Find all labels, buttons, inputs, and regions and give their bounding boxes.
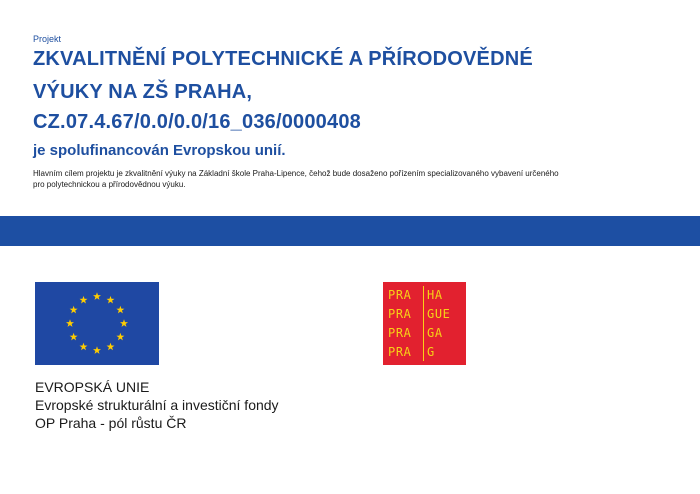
prague-left-1: PRA [388, 288, 412, 302]
cofinancing-statement: je spolufinancován Evropskou unií. [33, 142, 286, 159]
prague-right-2: GUE [427, 307, 451, 321]
eu-flag-icon [35, 282, 159, 365]
prague-left-column [388, 286, 411, 362]
prague-left-3: PRA [388, 326, 412, 340]
blue-band [0, 216, 700, 246]
eu-text-line-1: EVROPSKÁ UNIE [35, 379, 150, 395]
prague-right-column [427, 286, 450, 362]
project-title-line-2: VÝUKY NA ZŠ PRAHA, [33, 81, 253, 103]
description-line-2: pro polytechnickou a přírodovědnou výuku. [33, 180, 186, 189]
prague-left-4: PRA [388, 345, 412, 359]
project-code: CZ.07.4.67/0.0/0.0/16_036/0000408 [33, 111, 361, 133]
prague-logo [383, 282, 466, 365]
eu-text-line-3: OP Praha - pól růstu ČR [35, 415, 187, 431]
eu-text-block [35, 378, 279, 432]
project-description [33, 168, 673, 190]
prague-left-2: PRA [388, 307, 412, 321]
project-title-line-1: ZKVALITNĚNÍ POLYTECHNICKÉ A PŘÍRODOVĚDNÉ [33, 48, 533, 70]
description-line-1: Hlavním cílem projektu je zkvalitnění výuky na Základní škole Praha-Lipence, čehož bude dosaženo pořízením specializovaného vybavení určeného [33, 169, 559, 178]
prague-right-3: GA [427, 326, 443, 340]
project-label: Projekt [33, 34, 62, 44]
eu-text-line-2: Evropské strukturální a investiční fondy [35, 397, 279, 413]
prague-right-4: G [427, 345, 435, 359]
prague-right-1: HA [427, 288, 443, 302]
prague-divider [423, 286, 424, 361]
